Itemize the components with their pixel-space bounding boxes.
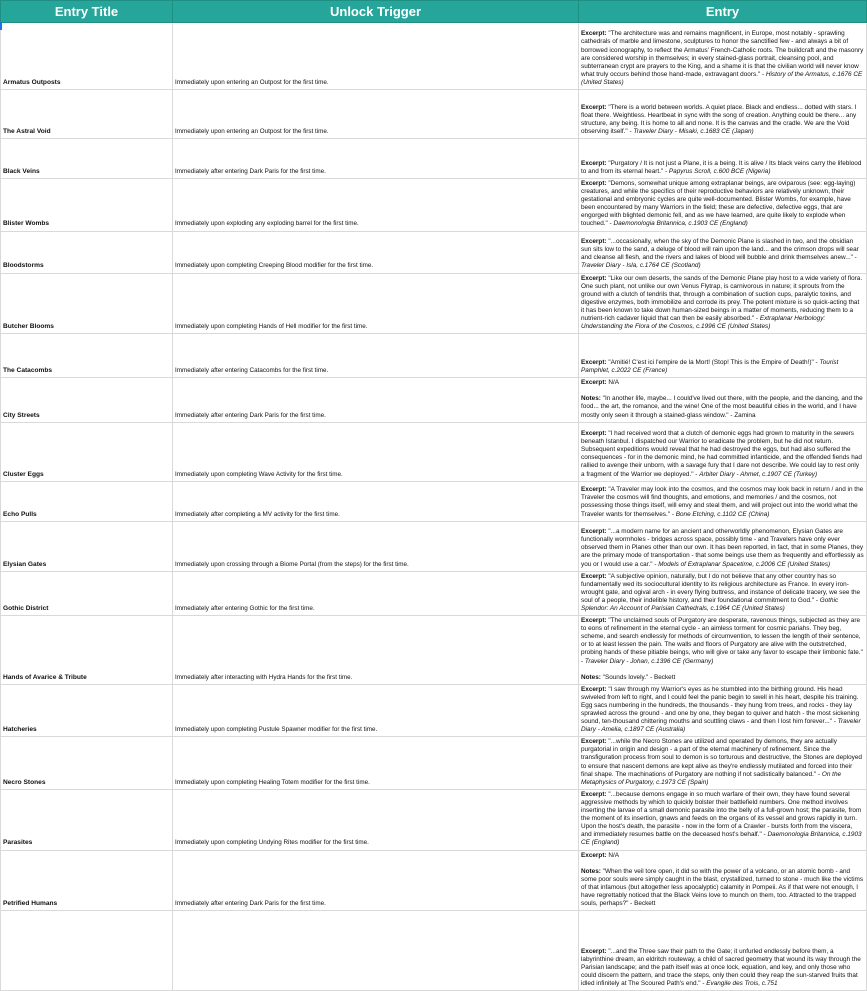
entry-title-cell[interactable]: Hatcheries xyxy=(1,684,173,737)
entry-paragraph xyxy=(581,852,864,860)
entry-paragraph xyxy=(581,686,864,735)
entry-label: Excerpt: xyxy=(581,159,607,167)
table-row xyxy=(1,737,867,790)
unlock-trigger-cell[interactable]: Immediately upon entering an Outpost for the first time. xyxy=(173,23,579,90)
unlock-trigger-cell[interactable]: Immediately upon entering an Outpost for the first time. xyxy=(173,90,579,139)
entry-paragraph xyxy=(581,868,864,908)
entry-paragraph xyxy=(581,238,864,270)
entry-paragraph xyxy=(581,528,864,568)
table-row xyxy=(1,616,867,685)
paragraph-gap xyxy=(581,666,864,674)
cell-selection-marker xyxy=(0,22,2,30)
entry-title-cell[interactable]: Necro Stones xyxy=(1,737,173,790)
table-row xyxy=(1,521,867,571)
entry-source: Daemonologia Britannica, c.1903 CE (England) xyxy=(613,220,748,228)
table-row xyxy=(1,850,867,911)
entry-label: Excerpt: xyxy=(581,528,607,536)
entry-label: Excerpt: xyxy=(581,486,607,494)
unlock-trigger-cell[interactable]: Immediately after entering Dark Paris for the first time. xyxy=(173,850,579,911)
entry-text: "In another life, maybe... I could've lived out there, with the people, and the dancing, and the food... the art, the romance, and the wine! One of the most beautiful cities in the world, and I have mostly only seen it through a stained-glass window." - Zamina xyxy=(581,395,863,419)
table-row xyxy=(1,273,867,334)
table-row xyxy=(1,231,867,273)
entry-cell[interactable] xyxy=(579,378,867,422)
entry-paragraph xyxy=(581,104,864,136)
table-row xyxy=(1,23,867,90)
entry-paragraph xyxy=(581,486,864,518)
entry-text: "Sounds lovely." - Beckett xyxy=(602,673,676,681)
entry-cell[interactable] xyxy=(579,571,867,615)
entry-title-cell[interactable]: Cluster Eggs xyxy=(1,422,173,481)
entry-text: "I saw through my Warrior's eyes as he stumbled into the birthing ground. His head swiveled from left to right, and I could feel the panic begin to swell in his heart, despite his training. Egg sacs numbering in the hundreds, the thousands - they hung from trees, and rocks - they lay sprawled across the ground - and one by one, they began to quiver and hatch - the most sickening sound, ten-thousand chittering mouths and scuttling claws - and then I lost him forever..." - xyxy=(581,685,860,726)
entry-title-cell[interactable] xyxy=(1,911,173,991)
entry-text: "Amitié! C'est ici l'empire de la Mort! (Stop! This is the Empire of Death!)" - xyxy=(608,359,820,367)
unlock-trigger-cell[interactable]: Immediately after entering Dark Paris for the first time. xyxy=(173,378,579,422)
entry-cell[interactable] xyxy=(579,179,867,232)
entry-paragraph xyxy=(581,738,864,787)
entry-source: History of the Armatus, c.1676 CE (United States) xyxy=(581,70,863,86)
table-row xyxy=(1,179,867,232)
entry-paragraph xyxy=(581,395,864,419)
entry-title-cell[interactable]: Parasites xyxy=(1,789,173,850)
entry-paragraph xyxy=(581,379,864,387)
unlock-trigger-cell[interactable]: Immediately upon completing Pustule Spawner modifier for the first time. xyxy=(173,684,579,737)
entry-source: Evangile des Trois, c.751 xyxy=(706,979,778,987)
unlock-trigger-cell[interactable]: Immediately upon completing Wave Activity for the first time. xyxy=(173,422,579,481)
table-row xyxy=(1,789,867,850)
entry-cell[interactable] xyxy=(579,334,867,378)
entry-text: "The architecture was and remains magnificent, in Europe, most notably - sprawling cathedrals of marble and limestone, sculptures to honor the sanctified few - and always a bit of borrowed iconography, to reflect the Armatus' French-Catholic roots. The buildcraft and the masonry are considered worship in themselves; in every stained-glass portrait, cleansing pool, and subterranean crypt are prayers to the King, and a shame it is that the civilian world will never know what truly occurs behind those hand-made, extravagant doors." - xyxy=(581,30,864,78)
entry-label: Excerpt: xyxy=(581,359,607,367)
entry-title-cell[interactable]: Gothic District xyxy=(1,571,173,615)
entry-cell[interactable] xyxy=(579,850,867,911)
entry-paragraph xyxy=(581,617,864,666)
entry-source: Gothic Splendor: An Account of Parisian Cathedrals, c.1964 CE (United States) xyxy=(581,596,839,612)
paragraph-gap xyxy=(581,387,864,395)
table-row xyxy=(1,378,867,422)
entry-label: Excerpt: xyxy=(581,430,607,438)
entry-text: "...and the Three saw their path to the Gate; it unfurled endlessly before them, a labyrinthine dream, an eldritch routeway, a child of sacred geometry that wound its way through the Parisian landscape; and the path itself was at once lock, equation, and key, and only those who could discern the pattern, and trace the steps, only then could they reap the sun-starved fruits that idled infinitely at The Scoured Path's end." - xyxy=(581,947,861,987)
entry-title-cell[interactable]: The Astral Void xyxy=(1,90,173,139)
entry-label: Excerpt: xyxy=(581,238,607,246)
entry-cell[interactable] xyxy=(579,139,867,179)
entry-text: "A subjective opinion, naturally, but I do not believe that any other country has so fundamentally wed its sociocultural identity to its religious architecture as France. In every iron-wrought gate, and ogival arch - in every flying buttress, and instance of delicate tracery, we see the soul of a people, their indelible history, and their foundational commitment to God." - xyxy=(581,572,861,604)
entry-title-cell[interactable]: Butcher Blooms xyxy=(1,273,173,334)
unlock-trigger-cell[interactable]: Immediately upon completing Undying Rites modifier for the first time. xyxy=(173,789,579,850)
entry-cell[interactable] xyxy=(579,231,867,273)
entry-text: "...occasionally, when the sky of the Demonic Plane is slashed in two, and the obsidian sun sits low to the sand, a deluge of blood will rain upon the land... and the crimson drops will sear and cleanse all flesh, and the rivers and lakes of blood will bubble and drink themselves anew..." - xyxy=(581,238,859,262)
entry-title-cell[interactable]: Echo Pulls xyxy=(1,481,173,521)
entry-text: N/A xyxy=(608,379,620,387)
entry-cell[interactable] xyxy=(579,911,867,991)
table-row xyxy=(1,422,867,481)
entry-paragraph xyxy=(581,275,864,332)
entry-source: Tourist Pamphlet, c.2022 CE (France) xyxy=(581,359,839,375)
entry-source: Extraplanar Herbology: Understanding the Flora of the Cosmos, c.1996 CE (United States) xyxy=(581,315,826,331)
entry-cell[interactable] xyxy=(579,481,867,521)
entry-label: Excerpt: xyxy=(581,617,607,625)
entry-cell[interactable] xyxy=(579,273,867,334)
entry-paragraph xyxy=(581,573,864,613)
entry-label: Excerpt: xyxy=(581,274,607,282)
entry-title-cell[interactable]: Armatus Outposts xyxy=(1,23,173,90)
unlock-trigger-cell[interactable]: Immediately after interacting with Hydra Hands for the first time. xyxy=(173,616,579,685)
entry-paragraph xyxy=(581,160,864,176)
entry-cell[interactable] xyxy=(579,789,867,850)
entry-text: N/A xyxy=(608,851,620,859)
entry-title-cell[interactable]: Elysian Gates xyxy=(1,521,173,571)
table-row xyxy=(1,571,867,615)
entry-cell[interactable] xyxy=(579,90,867,139)
entry-paragraph xyxy=(581,948,864,988)
entry-source: Daemonologia Britannica, c.1903 CE (England) xyxy=(581,831,862,847)
entry-title-cell[interactable]: Black Veins xyxy=(1,139,173,179)
entry-source: Papyrus Scroll, c.600 BCE (Nigeria) xyxy=(668,167,771,175)
unlock-trigger-cell[interactable]: Immediately after completing a MV activity for the first time. xyxy=(173,481,579,521)
table-row xyxy=(1,90,867,139)
entry-cell[interactable] xyxy=(579,737,867,790)
entry-label: Excerpt: xyxy=(581,30,607,38)
entry-paragraph xyxy=(581,791,864,848)
entry-text: "When the veil tore open, it did so with the power of a volcano, or an atomic bomb - and some poor souls were simply caught in the blast, crystallized, turned to stone - much like the victims of that infamous (but altogether less apocalyptic) calamity in Pompeii. As if that were not enough, I have regrettably noticed that the Black Veins love to munch on them, too. Attracted to the trapped souls, perhaps?" - Beckett xyxy=(581,867,864,907)
entry-label: Excerpt: xyxy=(581,379,607,387)
entry-label: Excerpt: xyxy=(581,851,607,859)
entry-label: Excerpt: xyxy=(581,947,607,955)
entry-cell[interactable] xyxy=(579,684,867,737)
entry-text: "The unclaimed souls of Purgatory are desperate, ravenous things, subjected as they are to eons of refinement in the eternal cycle - an aimless torment for cosmic pariahs. They beg, scheme, and search endlessly for methods of circumvention, to lessen the length of their sentence, or to at least lessen the pain. The walls and floors of Purgatory are alive with the outstretched, probing hands of these pitiable beings, who will give or take any favor to escape their limbonic fate." - xyxy=(581,617,863,665)
table-row xyxy=(1,481,867,521)
entry-source: Traveler Diary - Johan, c.1396 CE (Germany) xyxy=(584,657,714,665)
table-row xyxy=(1,334,867,378)
entry-label: Excerpt: xyxy=(581,180,607,187)
entry-cell[interactable] xyxy=(579,422,867,481)
unlock-trigger-cell[interactable]: Immediately after entering Gothic for the first time. xyxy=(173,571,579,615)
unlock-trigger-cell[interactable]: Immediately after entering Catacombs for the first time. xyxy=(173,334,579,378)
entry-label: Excerpt: xyxy=(581,572,607,580)
entry-paragraph xyxy=(581,180,864,229)
entry-title-cell[interactable]: Bloodstorms xyxy=(1,231,173,273)
entry-paragraph xyxy=(581,674,864,682)
entry-text: "Demons, somewhat unique among extraplanar beings, are oviparous (see: egg-laying) creatures, and while the specifics of their reproductive behaviors are relatively unknown, their gestational and embryonic cycles are quite well-documented. Blister Wombs, for example, have been encountered by many Warriors in the field; these are defective, defective eggs, that are engorged with blighted demonic fell, and as we have learned, are quite likely to explode when touched." - xyxy=(581,180,856,228)
unlock-trigger-cell[interactable]: Immediately upon exploding any exploding barrel for the first time. xyxy=(173,179,579,232)
entry-source: Traveler Diary - Isla, c.1764 CE (Scotland) xyxy=(581,262,701,270)
entry-label: Notes: xyxy=(581,395,601,403)
entry-label: Excerpt: xyxy=(581,738,607,746)
column-header-entry-title[interactable]: Entry Title xyxy=(1,1,173,23)
entry-label: Notes: xyxy=(581,673,601,681)
entry-text: "There is a world between worlds. A quiet place. Black and endless... dotted with stars. I float there. Weightless. Heartbeat in sync with the song of creation. Anything could be there... any structure, any being. It is home to all and none. It is the canvas and the cradle. We are the Void observing itself." - xyxy=(581,103,857,135)
unlock-trigger-cell[interactable]: Immediately after entering Dark Paris for the first time. xyxy=(173,139,579,179)
entry-text: "I had received word that a clutch of demonic eggs had grown to maturity in the sewers beneath Istanbul. I dispatched our Warrior to eradicate the problem, but he did not return. Subsequent expeditions would reveal that he had destroyed the eggs, but had also suffered the consequences - for in the demonic mind, he had committed infanticide, and the offended fiends had rallied to avenge their unborn, with a savage fury that I dare not describe. We could lay to rest only a fragment of the Warrior we deployed." - xyxy=(581,430,862,478)
entry-title-cell[interactable]: City Streets xyxy=(1,378,173,422)
entry-cell[interactable] xyxy=(579,521,867,571)
entry-label: Excerpt: xyxy=(581,790,607,798)
unlock-trigger-cell[interactable]: Immediately upon completing Creeping Blood modifier for the first time. xyxy=(173,231,579,273)
table-row xyxy=(1,911,867,991)
entry-cell[interactable] xyxy=(579,616,867,685)
unlock-trigger-cell[interactable]: Immediately upon completing Hands of Hell modifier for the first time. xyxy=(173,273,579,334)
entry-text: "...because demons engage in so much warfare of their own, they have found several aggressive methods by which to quickly bolster their battlefield numbers. One method involves inserting the larvae of a small demonic parasite into the belly of a full-grown host; the parasite, from the moment of its insertion, gnaws and feeds on the organs of its vessel and grows rapidly in turn. Upon the host's death, the parasite - now in the form of a Crawler - bursts forth from the viscera, and immediately resumes battle on the deceased host's behalf." - xyxy=(581,790,862,839)
column-header-unlock-trigger[interactable]: Unlock Trigger xyxy=(173,1,579,23)
entry-text: "...a modern name for an ancient and otherworldly phenomenon, Elysian Gates are functionally wormholes - bridges across space, possibly time - and Travelers have only ever observed them in Planes other than our own. It has been reported, in fact, that in some Planes, they are the primary mode of transportation - that some beings use them as frequently and effortlessly as you or I would use a car." - xyxy=(581,528,864,568)
entry-title-cell[interactable]: The Catacombs xyxy=(1,334,173,378)
entry-paragraph xyxy=(581,30,864,87)
entry-source: Arbiter Diary - Ahmet, c.1907 CE (Turkey) xyxy=(699,470,818,478)
unlock-trigger-cell[interactable]: Immediately upon crossing through a Biome Portal (from the steps) for the first time. xyxy=(173,521,579,571)
entry-source: Models of Extraplanar Spacetime, c.2006 CE (United States) xyxy=(658,560,831,568)
entry-label: Notes: xyxy=(581,867,601,875)
table-row xyxy=(1,139,867,179)
unlock-trigger-cell[interactable]: Immediately upon completing Healing Totem modifier for the first time. xyxy=(173,737,579,790)
entry-title-cell[interactable]: Blister Wombs xyxy=(1,179,173,232)
column-header-entry[interactable]: Entry xyxy=(579,1,867,23)
entry-title-cell[interactable]: Hands of Avarice & Tribute xyxy=(1,616,173,685)
entry-label: Excerpt: xyxy=(581,685,607,693)
entry-source: Bone Etching, c.1102 CE (China) xyxy=(675,510,770,518)
header-row xyxy=(1,1,867,23)
entry-title-cell[interactable]: Petrified Humans xyxy=(1,850,173,911)
entry-paragraph xyxy=(581,430,864,479)
entry-text: "Like our own deserts, the sands of the Demonic Plane play host to a wide variety of flora. One such plant, not unlike our own Venus Flytrap, is carnivorous in nature; it sprouts from the ground with a clutch of tendrils that, through a combination of suction cups, paralytic toxins, and digestive enzymes, both immobilize and corrode its prey. The potent mixture is so quick-acting that it has been known to take down human-sized beings in a matter of moments, reducing them to a nutrient-rich cadaver liquid that can then be easily absorbed." - xyxy=(581,274,863,323)
table-row xyxy=(1,684,867,737)
entry-cell[interactable] xyxy=(579,23,867,90)
unlock-trigger-cell[interactable] xyxy=(173,911,579,991)
entry-paragraph xyxy=(581,359,864,375)
paragraph-gap xyxy=(581,860,864,868)
entry-source: Traveler Diary - Misaki, c.1683 CE (Japan) xyxy=(633,127,754,135)
entry-label: Excerpt: xyxy=(581,103,607,111)
entry-text: "Purgatory / It is not just a Plane, it is a being. It is alive / Its black veins carry the lifeblood to and from its eternal heart." - xyxy=(581,159,862,175)
entry-text: "...while the Necro Stones are utilized and operated by demons, they are actually purgatorial in origin and design - a part of the eternal machinery of refinement. Since the transfiguration process from soul to demon is so torturous and destructive, the Stones are deployed to ensure that nascent demons are kept alive as they're endlessly mutilated and forced into their final shape. The machinations of Purgatory are nothing if not sadistically balanced." - xyxy=(581,738,862,778)
entry-source: On the Metaphysics of Purgatory, c.1973 CE (Spain) xyxy=(581,770,842,786)
entry-source: Traveler Diary - Amelia, c.1897 CE (Australia) xyxy=(581,718,861,734)
entry-text: "A Traveler may look into the cosmos, and the cosmos may look back in return / and in the Traveler the cosmos will find thoughts, and emotions, and memories / and the cosmos, not possessing those things itself, will envy and steal them, and will project out into the world what the Traveler wants for themselves." - xyxy=(581,486,864,518)
